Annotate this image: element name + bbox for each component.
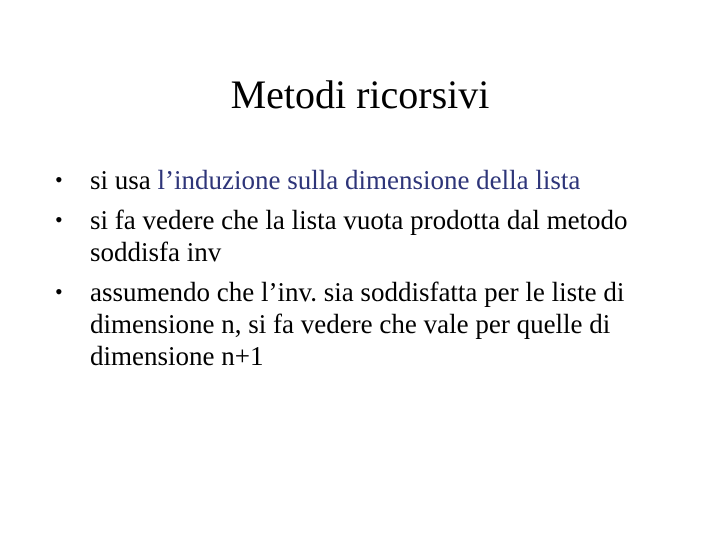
bullet-text-highlight: l’induzione sulla dimensione della lista — [157, 165, 581, 195]
bullet-dot-icon: • — [55, 207, 63, 232]
bullet-item — [53, 204, 673, 268]
slide-title: Metodi ricorsivi — [230, 72, 490, 117]
bullet-text-plain: assumendo che l’inv. sia soddisfatta per le liste di dimensione n, si fa vedere che vale per quelle di dimensione n+1 — [90, 277, 625, 371]
bullet-item — [53, 276, 673, 372]
bullet-text-plain: si fa vedere che la lista vuota prodotta dal metodo soddisfa inv — [90, 205, 628, 267]
bullet-dot-icon: • — [55, 279, 63, 304]
bullet-dot-icon: • — [55, 167, 63, 192]
bullet-list — [53, 164, 673, 380]
bullet-item — [53, 164, 673, 196]
bullet-text-plain: si usa — [90, 165, 158, 195]
